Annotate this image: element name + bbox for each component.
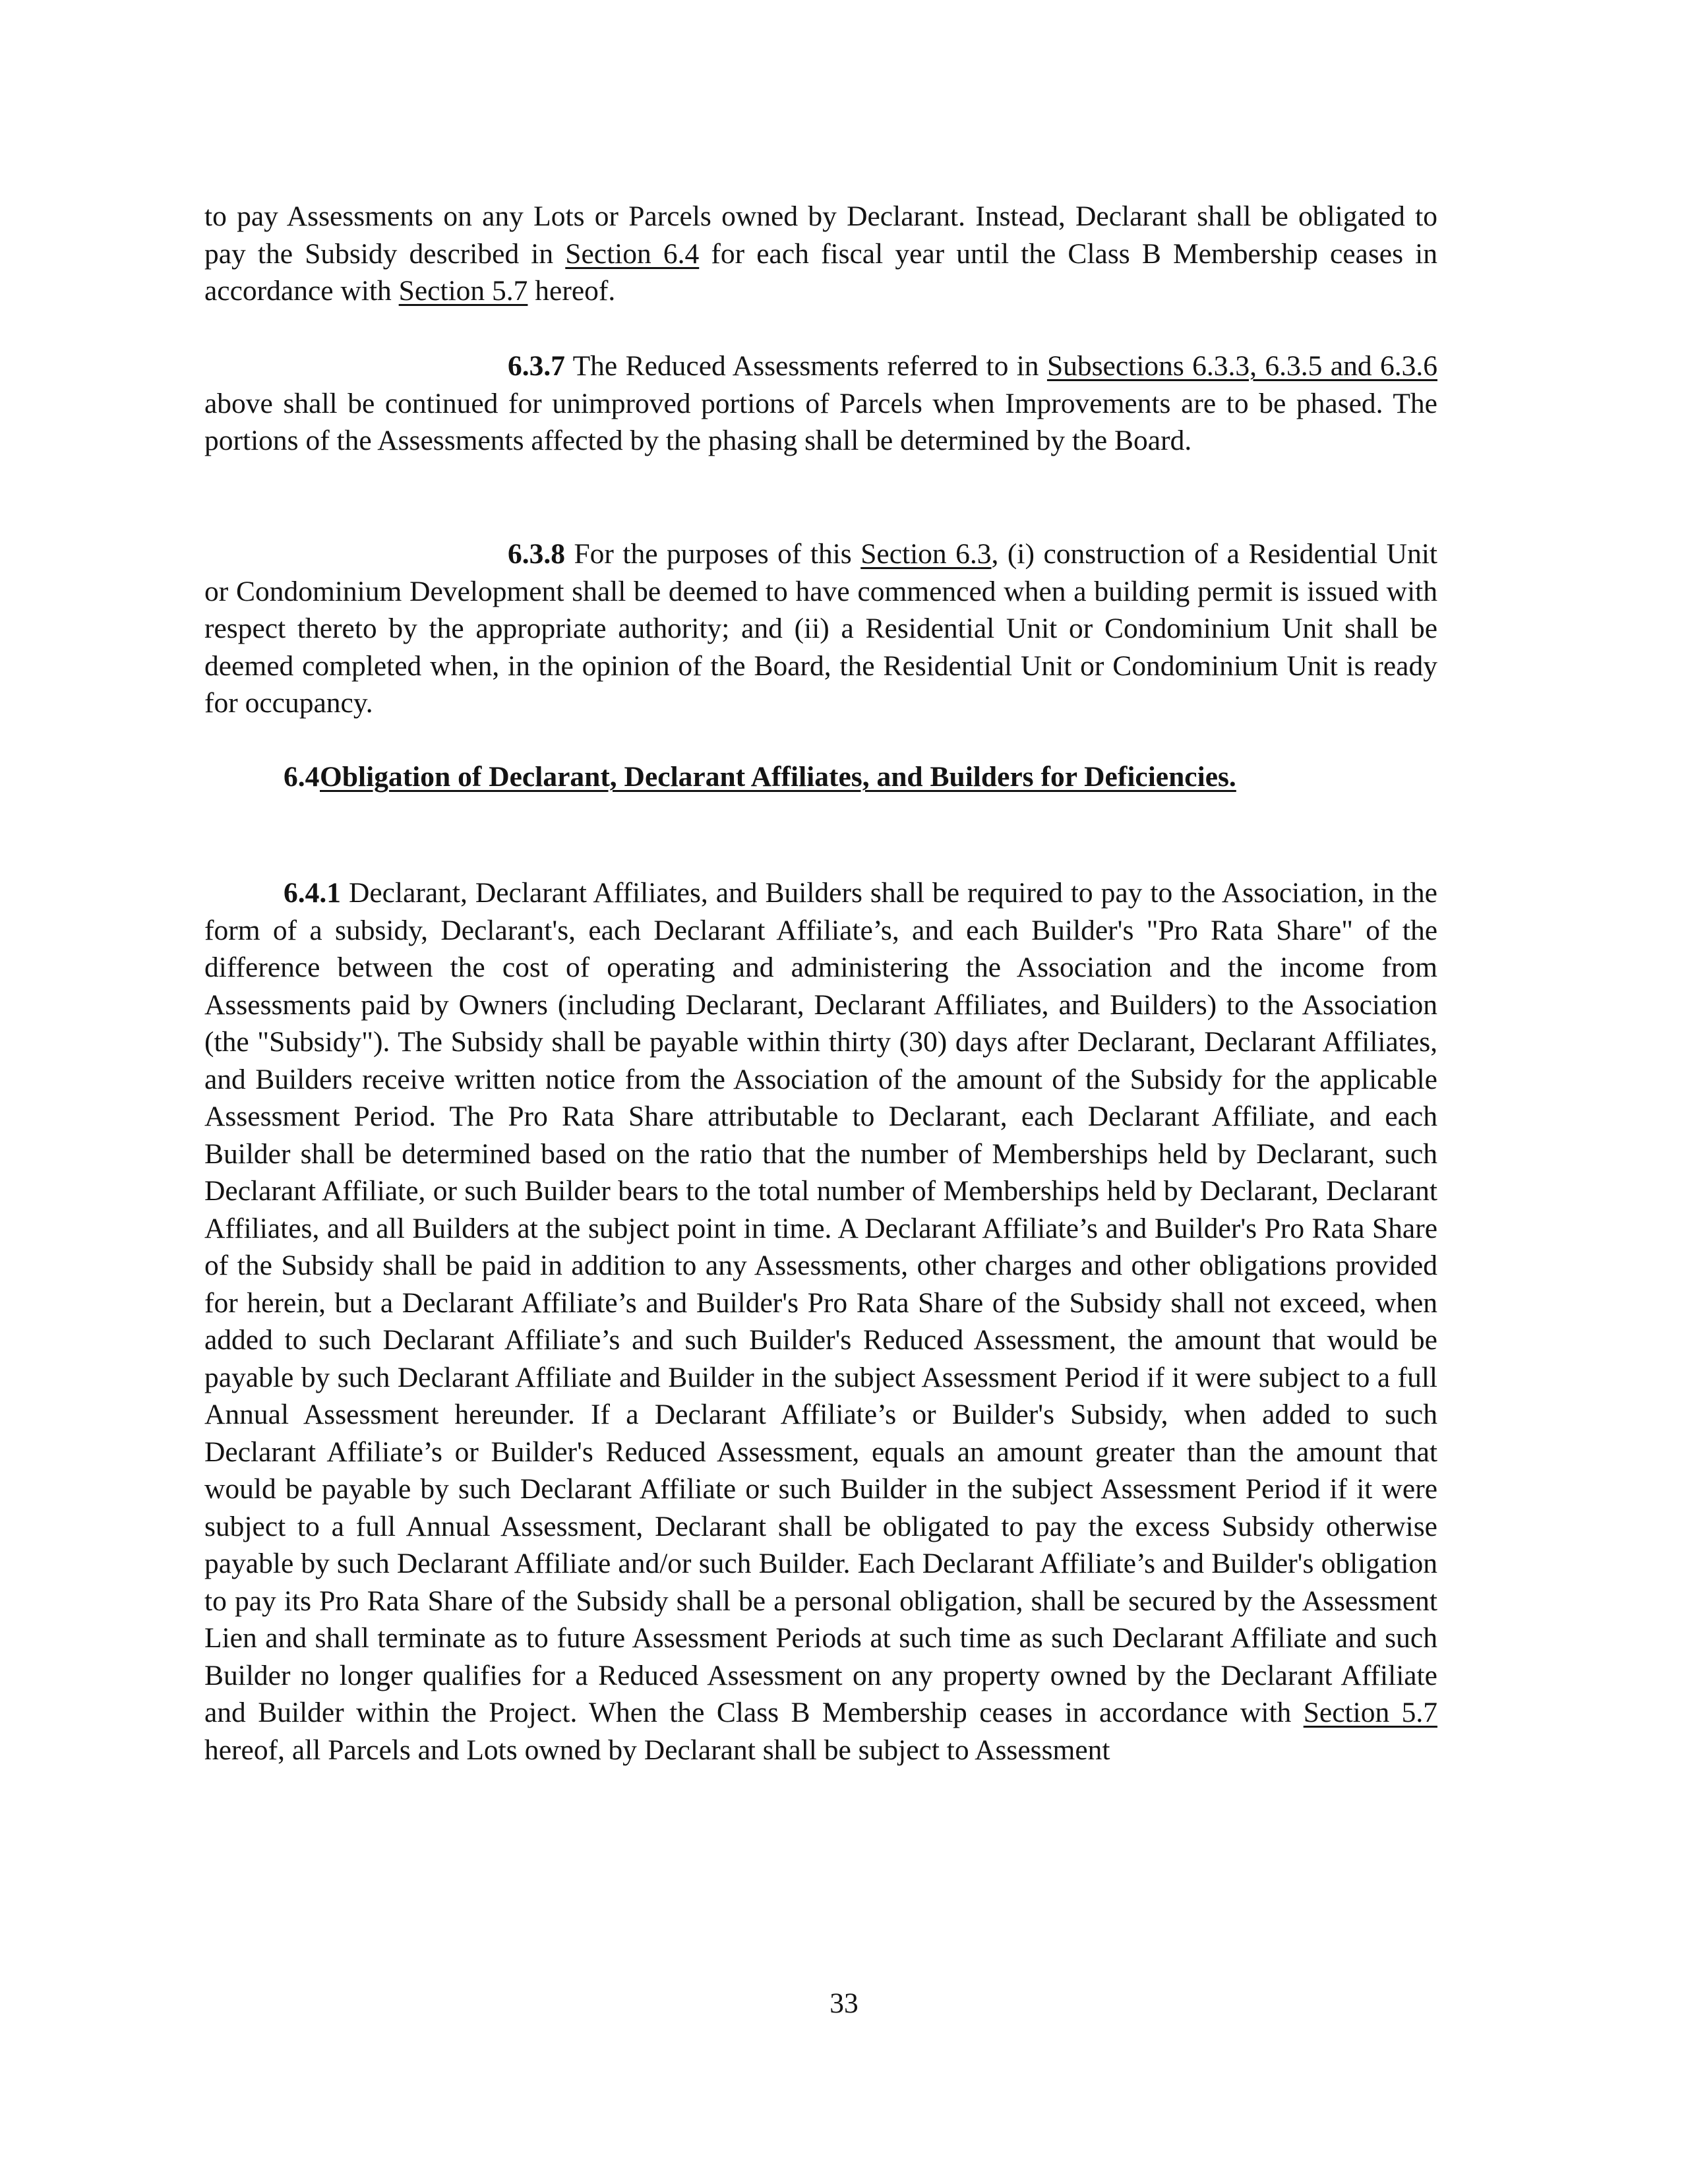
- page-number: 33: [829, 1987, 859, 2019]
- paragraph-text: The Reduced Assessments referred to in: [565, 350, 1047, 382]
- section-6-3-8: [204, 535, 1437, 722]
- section-number: 6.3.7: [508, 350, 565, 382]
- section-reference: Section 6.4: [565, 237, 700, 270]
- section-6-3-7: [204, 348, 1437, 460]
- paragraph-text: For the purposes of this: [565, 538, 861, 570]
- section-number: 6.3.8: [508, 538, 565, 570]
- paragraph-text: hereof.: [528, 275, 616, 307]
- paragraph-text: hereof, all Parcels and Lots owned by Declarant shall be subject to Assessment: [204, 1734, 1110, 1766]
- paragraph-text: , (i) construction of a Residential Unit or Condominium Development shall be deemed to have commenced when a building permit is issued with respect thereto by the appropriate authority; and (ii) a Residential Unit or Condominium Unit shall be deemed completed when, in the opinion of the Board, the Residential Unit or Condominium Unit is ready for occupancy.: [204, 538, 1437, 719]
- section-number: 6.4: [284, 761, 320, 793]
- section-6-4-1: [204, 874, 1437, 1769]
- section-number: 6.4.1: [284, 877, 341, 909]
- paragraph-text: Declarant, Declarant Affiliates, and Builders shall be required to pay to the Association, in the form of a subsidy, Declarant's, each Declarant Affiliate’s, and each Builder's "Pro Rata Share" of the difference between the cost of operating and administering the Association and the income from Assessments paid by Owners (including Declarant, Declarant Affiliates, and Builders) to the Association (the "Subsidy"). The Subsidy shall be payable within thirty (30) days after Declarant, Declarant Affiliates, and Builders receive written notice from the Association of the amount of the Subsidy for the applicable Assessment Period. The Pro Rata Share attributable to Declarant, each Declarant Affiliate, and each Builder shall be determined based on the ratio that the number of Memberships held by Declarant, such Declarant Affiliate, or such Builder bears to the total number of Memberships held by Declarant, Declarant Affiliates, and all Builders at the subject point in time. A Declarant Affiliate’s and Builder's Pro Rata Share of the Subsidy shall be paid in addition to any Assessments, other charges and other obligations provided for herein, but a Declarant Affiliate’s and Builder's Pro Rata Share of the Subsidy shall not exceed, when added to such Declarant Affiliate’s and such Builder's Reduced Assessment, the amount that would be payable by such Declarant Affiliate and Builder in the subject Assessment Period if it were subject to a full Annual Assessment hereunder. If a Declarant Affiliate’s or Builder's Subsidy, when added to such Declarant Affiliate’s or Builder's Reduced Assessment, equals an amount greater than the amount that would be payable by such Declarant Affiliate or such Builder in the subject Assessment Period if it were subject to a full Annual Assessment, Declarant shall be obligated to pay the excess Subsidy otherwise payable by such Declarant Affiliate and/or such Builder. Each Declarant Affiliate’s and Builder's obligation to pay its Pro Rata Share of the Subsidy shall be a personal obligation, shall be secured by the Assessment Lien and shall terminate as to future Assessment Periods at such time as such Declarant Affiliate and such Builder no longer qualifies for a Reduced Assessment on any property owned by the Declarant Affiliate and Builder within the Project. When the Class B Membership ceases in accordance with: [204, 877, 1437, 1728]
- paragraph-text: above shall be continued for unimproved portions of Parcels when Improvements are to be phased. The portions of the Assessments affected by the phasing shall be determined by the Board.: [204, 387, 1437, 456]
- section-title: Obligation of Declarant, Declarant Affiliates, and Builders for Deficiencies.: [320, 761, 1236, 793]
- paragraph-text: for each fiscal year until the Class B Membership ceases in accordance with: [204, 237, 1437, 307]
- paragraph-continuation: [204, 198, 1437, 310]
- section-reference: Subsections 6.3.3, 6.3.5 and 6.3.6: [1046, 350, 1437, 382]
- paragraph-text: to pay Assessments on any Lots or Parcels owned by Declarant. Instead, Declarant shall be obligated to pay the Subsidy described in: [204, 200, 1437, 270]
- section-reference: Section 5.7: [398, 275, 528, 307]
- section-6-4-heading: [204, 758, 1437, 796]
- section-reference: Section 6.3: [860, 538, 992, 570]
- section-reference: Section 5.7: [1303, 1697, 1437, 1728]
